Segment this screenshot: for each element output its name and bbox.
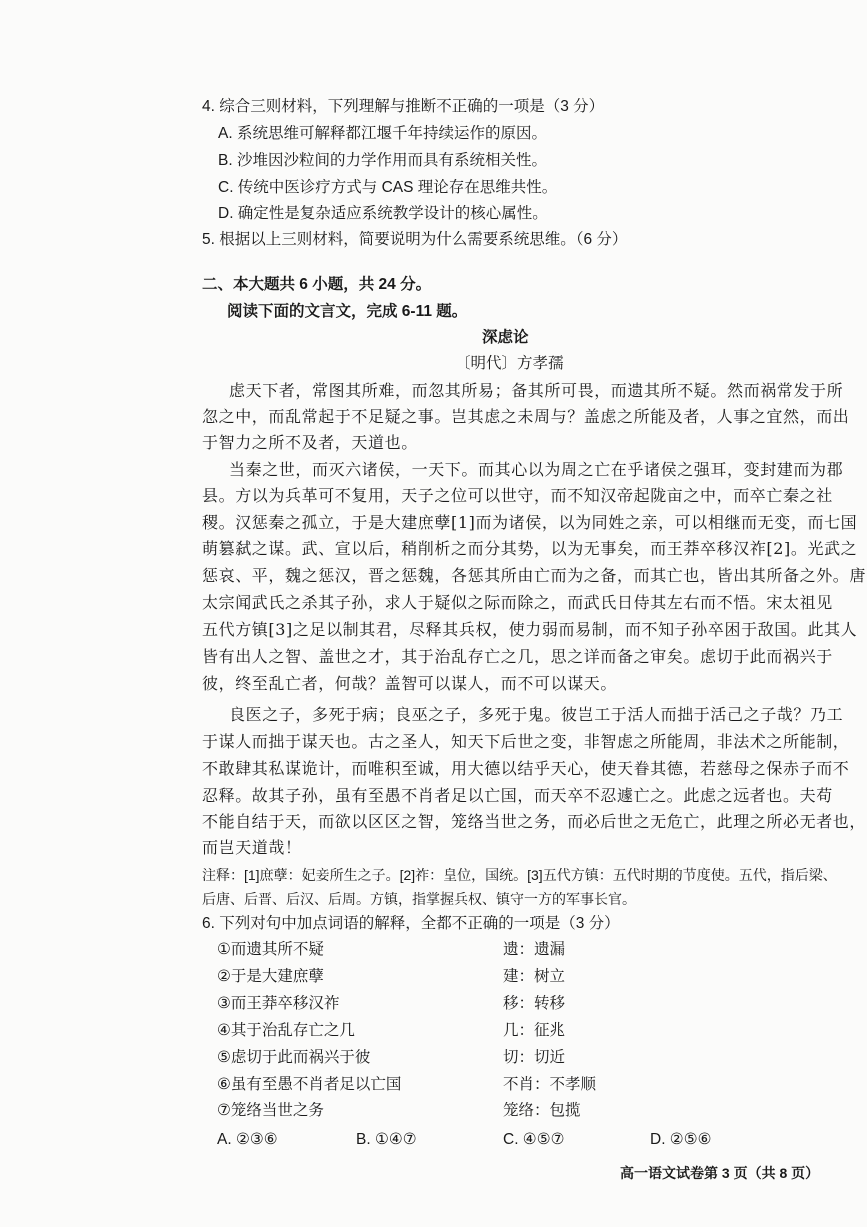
essay-line: 太宗闻武氏之杀其子孙，求人于疑似之际而除之，而武氏日侍其左右而不悟。宋太祖见 bbox=[202, 593, 833, 612]
q6-item-sentence: ⑤虑切于此而祸兴于彼 bbox=[217, 1049, 371, 1066]
q6-item-sentence: ①而遗其所不疑 bbox=[217, 941, 324, 958]
q6-item-gloss: 遗：遗漏 bbox=[503, 941, 566, 958]
q4-option-a: A. 系统思维可解释都江堰千年持续运作的原因。 bbox=[218, 125, 547, 142]
q6-item-gloss: 不肖：不孝顺 bbox=[503, 1076, 597, 1093]
essay-line: 当秦之世，而灭六诸侯，一天下。而其心以为周之亡在乎诸侯之强耳，变封建而为郡 bbox=[229, 460, 844, 479]
q6-item-gloss: 笼络：包揽 bbox=[503, 1102, 581, 1119]
q6-item-gloss: 建：树立 bbox=[503, 968, 566, 985]
q6-item-sentence: ⑥虽有至愚不肖者足以亡国 bbox=[217, 1076, 402, 1093]
q4-option-c: C. 传统中医诊疗方式与 CAS 理论存在思维共性。 bbox=[218, 179, 558, 196]
q6-choice-a: A. ②③⑥ bbox=[217, 1131, 278, 1148]
essay-line: 五代方镇[3]之足以制其君，尽释其兵权，使力弱而易制，而不知子孙卒困于敌国。此其人 bbox=[202, 620, 858, 639]
q6-item-gloss: 移：转移 bbox=[503, 995, 566, 1012]
essay-line: 彼，终至乱亡者，何哉？盖智可以谋人，而不可以谋天。 bbox=[202, 674, 618, 693]
essay-line: 忽之中，而乱常起于不足疑之事。岂其虑之未周与？盖虑之所能及者，人事之宜然，而出 bbox=[202, 407, 850, 426]
essay-line: 惩哀、平，魏之惩汉，晋之惩魏，各惩其所由亡而为之备，而其亡也，皆出其所备之外。唐 bbox=[202, 566, 867, 585]
note-line: 后唐、后晋、后汉、后周。方镇，指掌握兵权、镇守一方的军事长官。 bbox=[202, 891, 636, 907]
essay-line: 而岂天道哉！ bbox=[202, 838, 302, 857]
essay-line: 忍释。故其子孙，虽有至愚不肖者足以亡国，而天卒不忍遽亡之。此虑之远者也。夫苟 bbox=[202, 786, 833, 805]
q5-stem: 5. 根据以上三则材料，简要说明为什么需要系统思维。（6 分） bbox=[202, 231, 628, 248]
page-footer: 高一语文试卷第 3 页（共 8 页） bbox=[620, 1165, 820, 1181]
q6-item-gloss: 几：征兆 bbox=[503, 1022, 566, 1039]
q6-item-sentence: ③而王莽卒移汉祚 bbox=[217, 995, 340, 1012]
q6-choice-d: D. ②⑤⑥ bbox=[650, 1131, 712, 1148]
q6-item-gloss: 切：切近 bbox=[503, 1049, 566, 1066]
q4-option-b: B. 沙堆因沙粒间的力学作用而具有系统相关性。 bbox=[218, 152, 547, 169]
note-line: 注释：[1]庶孽：妃妾所生之子。[2]祚：皇位，国统。[3]五代方镇：五代时期的节度使。五代，指后梁、 bbox=[202, 867, 837, 883]
essay-line: 虑天下者，常图其所难，而忽其所易；备其所可畏，而遗其所不疑。然而祸常发于所 bbox=[229, 381, 844, 400]
essay-line: 不能自结于天，而欲以区区之智，笼络当世之务，而必后世之无危亡，此理之所必无者也， bbox=[202, 812, 867, 831]
q6-choice-b: B. ①④⑦ bbox=[356, 1131, 417, 1148]
q6-stem: 6. 下列对句中加点词语的解释，全都不正确的一项是（3 分） bbox=[202, 915, 620, 932]
essay-line: 萌篡弑之谋。武、宣以后，稍削析之而分其势，以为无事矣，而王莽卒移汉祚[2]。光武之 bbox=[202, 539, 858, 558]
q6-choice-c: C. ④⑤⑦ bbox=[503, 1131, 565, 1148]
section-instruction: 阅读下面的文言文，完成 6-11 题。 bbox=[227, 303, 468, 320]
essay-title: 深虑论 bbox=[482, 329, 529, 346]
essay-author: 〔明代〕方孝孺 bbox=[455, 355, 564, 372]
essay-line: 良医之子，多死于病；良巫之子，多死于鬼。彼岂工于活人而拙于活己之子哉？乃工 bbox=[229, 705, 844, 724]
section-heading: 二、本大题共 6 小题，共 24 分。 bbox=[202, 276, 432, 293]
q4-option-d: D. 确定性是复杂适应系统教学设计的核心属性。 bbox=[218, 205, 548, 222]
essay-line: 稷。汉惩秦之孤立，于是大建庶孽[1]而为诸侯，以为同姓之亲，可以相继而无变，而七国 bbox=[202, 513, 858, 532]
essay-line: 不敢肆其私谋诡计，而唯积至诚，用大德以结乎天心，使天眷其德，若慈母之保赤子而不 bbox=[202, 759, 850, 778]
q6-item-sentence: ⑦笼络当世之务 bbox=[217, 1102, 324, 1119]
essay-line: 于谋人而拙于谋天也。古之圣人，知天下后世之变，非智虑之所能周，非法术之所能制， bbox=[202, 732, 850, 751]
essay-line: 县。方以为兵革可不复用，天子之位可以世守，而不知汉帝起陇亩之中，而卒亡秦之社 bbox=[202, 486, 833, 505]
q4-stem: 4. 综合三则材料，下列理解与推断不正确的一项是（3 分） bbox=[202, 98, 605, 115]
q6-item-sentence: ④其于治乱存亡之几 bbox=[217, 1022, 355, 1039]
essay-line: 皆有出人之智、盖世之才，其于治乱存亡之几，思之详而备之审矣。虑切于此而祸兴于 bbox=[202, 647, 833, 666]
q6-item-sentence: ②于是大建庶孽 bbox=[217, 968, 324, 985]
essay-line: 于智力之所不及者，天道也。 bbox=[202, 433, 418, 452]
